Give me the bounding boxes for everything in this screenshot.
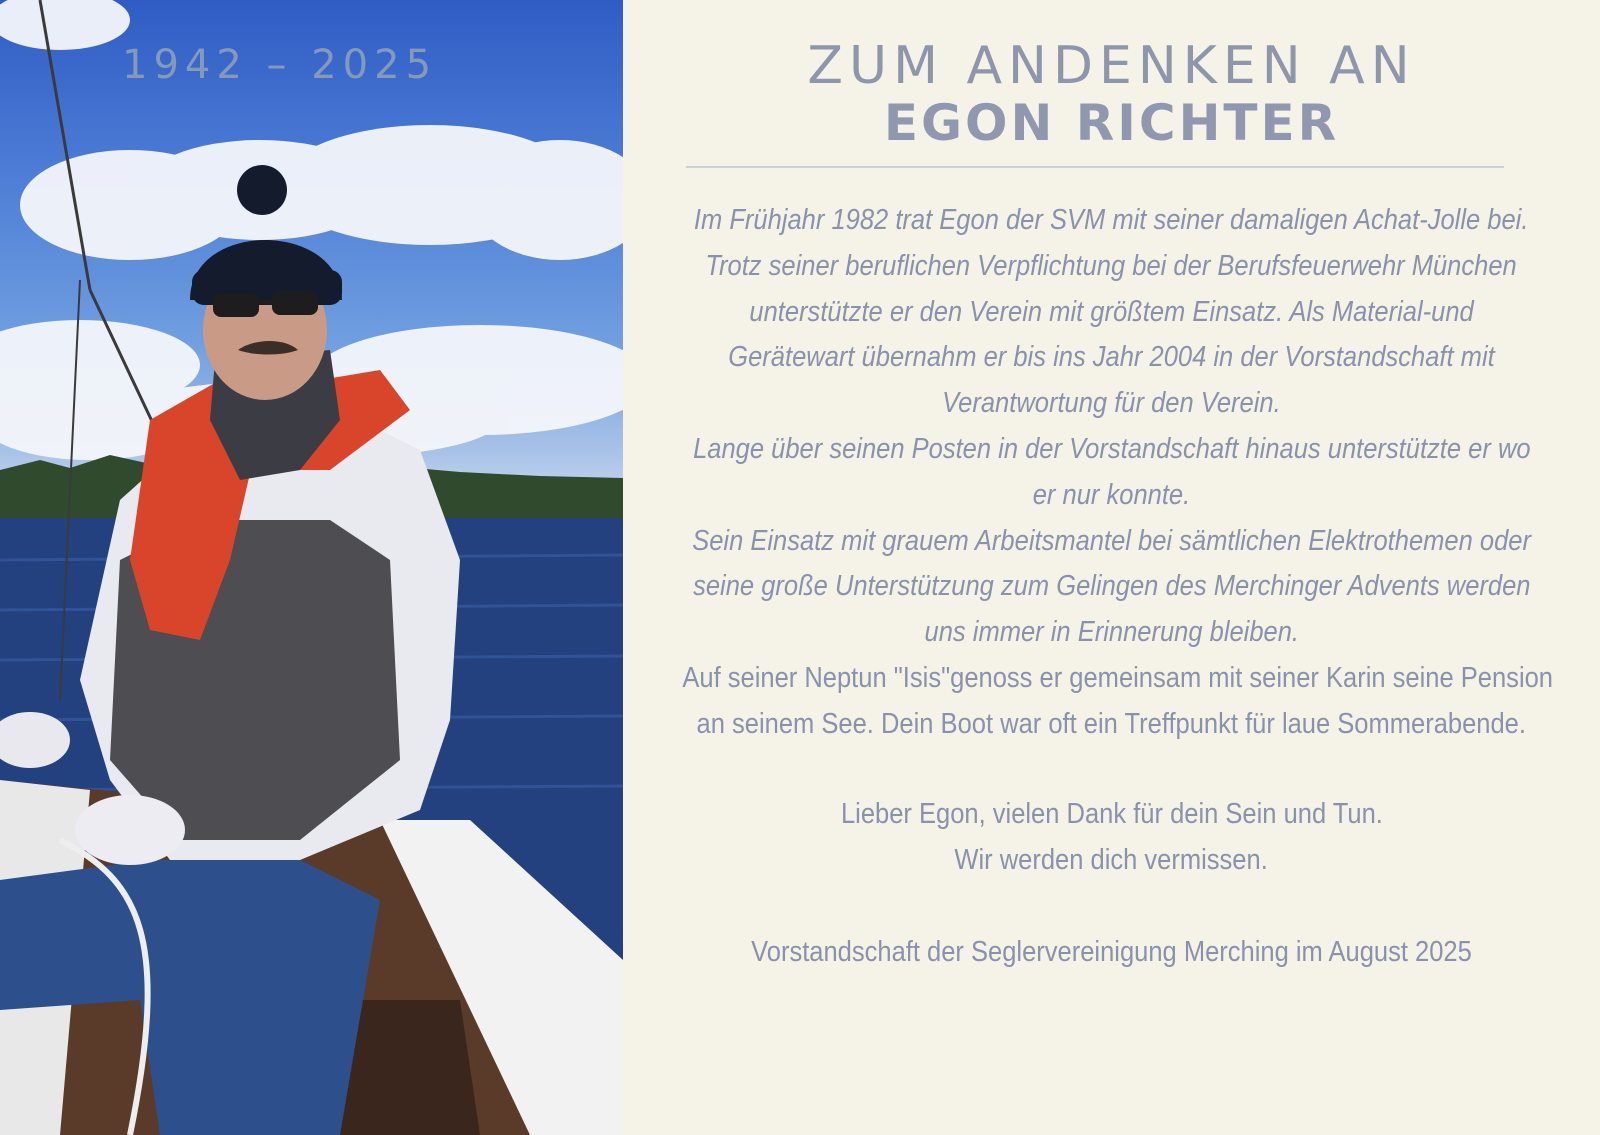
- memorial-photo: [0, 0, 623, 1135]
- body-line-text: Gerätewart übernahm er bis ins Jahr 2004 in der Vorstandschaft mit: [728, 341, 1495, 374]
- memorial-text-panel: [623, 0, 1600, 1135]
- memorial-kicker: ZUM ANDENKEN AN: [807, 36, 1416, 96]
- memorial-body: [623, 198, 1600, 748]
- body-line: [623, 381, 1600, 427]
- body-line: [623, 519, 1600, 565]
- body-line-text: uns immer in Erinnerung bleiben.: [924, 616, 1299, 649]
- closing-message: [623, 792, 1600, 884]
- body-line: [623, 244, 1600, 290]
- body-line-text: an seinem See. Dein Boot war oft ein Treffpunkt für laue Sommerabende.: [696, 707, 1527, 740]
- body-line-text: Trotz seiner beruflichen Verpflichtung bei der Berufsfeuerwehr München: [705, 249, 1518, 282]
- sailing-scene-illustration: [0, 0, 623, 1135]
- body-line: [623, 656, 1600, 702]
- signature: [623, 930, 1600, 976]
- body-line-text: er nur konnte.: [1032, 478, 1191, 511]
- body-line-text: unterstützte er den Verein mit größtem Einsatz. Als Material-und: [749, 295, 1474, 328]
- body-line: [623, 335, 1600, 381]
- body-line: [623, 564, 1600, 610]
- closing-line-text: Lieber Egon, vielen Dank für dein Sein und Tun.: [840, 798, 1383, 830]
- body-line: [623, 290, 1600, 336]
- body-line-text: Im Frühjahr 1982 trat Egon der SVM mit seiner damaligen Achat-Jolle bei.: [694, 204, 1529, 236]
- closing-line: [623, 792, 1600, 838]
- closing-line-text: Wir werden dich vermissen.: [954, 843, 1269, 876]
- title-divider: [686, 166, 1504, 168]
- body-line: [623, 702, 1600, 748]
- body-line-text: Sein Einsatz mit grauem Arbeitsmantel bei sämtlichen Elektrothemen oder: [692, 524, 1531, 557]
- life-years: 1942 – 2025: [122, 42, 438, 88]
- body-line: [623, 473, 1600, 519]
- signature-text: Vorstandschaft der Seglervereinigung Merching im August 2025: [751, 936, 1472, 968]
- body-line: [623, 198, 1600, 244]
- body-line-text: Verantwortung für den Verein.: [942, 387, 1281, 420]
- body-line-text: Auf seiner Neptun "Isis"genoss er gemeinsam mit seiner Karin seine Pension: [682, 661, 1553, 694]
- body-line: [623, 427, 1600, 473]
- body-line-text: seine große Unterstützung zum Gelingen des Merchinger Advents werden: [692, 570, 1531, 603]
- deceased-name: EGON RICHTER: [883, 94, 1340, 152]
- body-line-text: Lange über seinen Posten in der Vorstandschaft hinaus unterstützte er wo: [692, 432, 1531, 465]
- closing-line: [623, 838, 1600, 884]
- body-line: [623, 610, 1600, 656]
